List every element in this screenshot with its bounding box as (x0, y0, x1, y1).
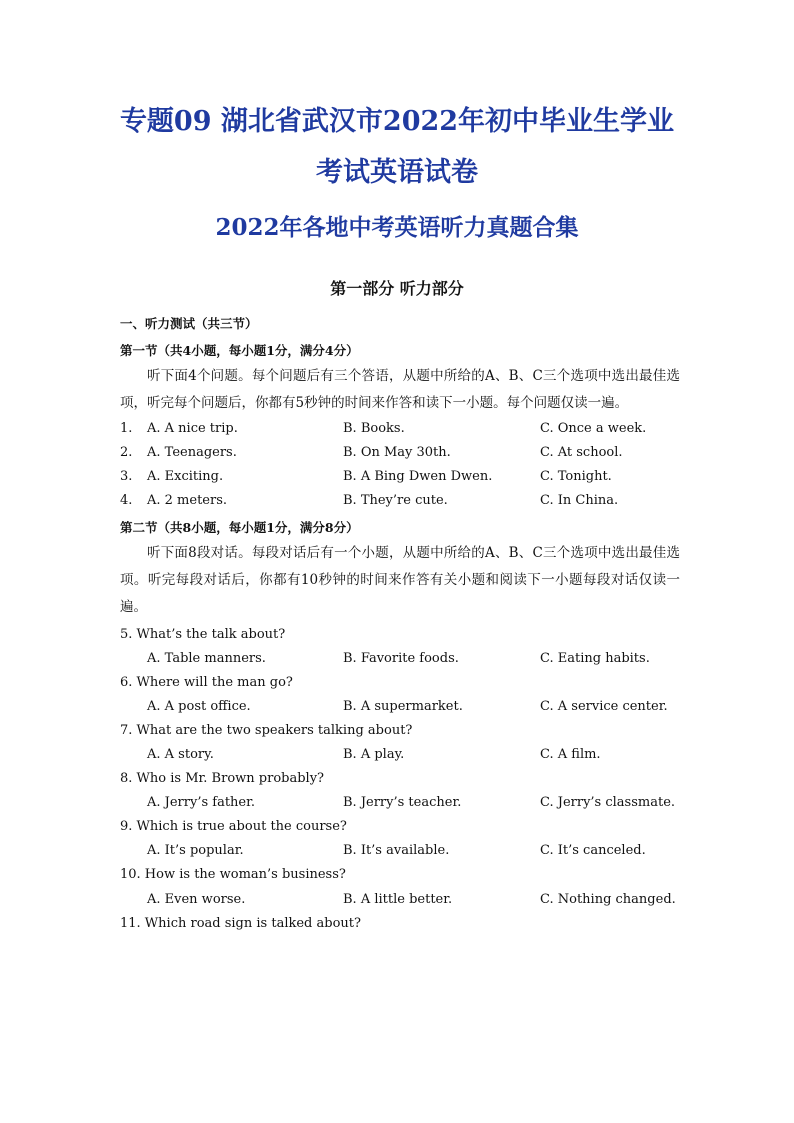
question-number: 3. (120, 469, 133, 484)
option-b: B. Favorite foods. (343, 651, 459, 666)
document-title-line2: 考试英语试卷 (316, 157, 478, 188)
option-c: C. At school. (540, 445, 623, 460)
section1-instructions: 听下面4个问题。每个问题后有三个答语，从题中所给的A、B、C三个选项中选出最佳选项，听完每个问题后，你都有5秒钟的时间来作答和读下一小题。每个问题仅读一遍。 (120, 368, 680, 411)
option-a: A. A story. (147, 747, 214, 762)
option-a: A. Exciting. (147, 469, 224, 484)
question-text: 9. Which is true about the course? (120, 819, 347, 834)
part-heading: 第一部分 听力部分 (330, 279, 464, 298)
option-c: C. Eating habits. (540, 651, 650, 666)
option-c: C. A service center. (540, 699, 668, 714)
option-a: A. Jerry’s father. (147, 795, 256, 810)
option-a: A. Table manners. (147, 651, 266, 666)
question-number: 4. (120, 493, 133, 508)
option-c: C. A film. (540, 747, 601, 762)
option-c: C. Tonight. (540, 469, 612, 484)
question-text: 11. Which road sign is talked about? (120, 916, 361, 931)
section2-instructions: 听下面8段对话。每段对话后有一个小题，从题中所给的A、B、C三个选项中选出最佳选项。听完每段对话后，你都有10秒钟的时间来作答有关小题和阅读下一小题每段对话仅读一遍。 (120, 545, 680, 615)
option-a: A. Even worse. (147, 892, 246, 907)
option-a: A. 2 meters. (147, 493, 228, 508)
option-c: C. Nothing changed. (540, 892, 676, 907)
option-a: A. A post office. (147, 699, 251, 714)
section2-heading: 第二节（共8小题，每小题1分，满分8分） (120, 520, 359, 535)
option-b: B. Books. (343, 421, 405, 436)
option-c: C. Once a week. (540, 421, 647, 436)
question-text: 5. What’s the talk about? (120, 627, 286, 642)
document-subtitle: 2022年各地中考英语听力真题合集 (215, 214, 579, 241)
option-b: B. A play. (343, 747, 405, 762)
question-text: 6. Where will the man go? (120, 675, 293, 690)
option-b: B. A supermarket. (343, 699, 463, 714)
option-a: A. A nice trip. (147, 421, 238, 436)
option-c: C. Jerry’s classmate. (540, 795, 676, 810)
option-b: B. A Bing Dwen Dwen. (343, 469, 493, 484)
section1-heading: 第一节（共4小题，每小题1分，满分4分） (120, 343, 359, 358)
document-title-line1: 专题09 湖北省武汉市2022年初中毕业生学业 (119, 106, 675, 137)
option-a: A. It’s popular. (147, 843, 244, 858)
question-text: 8. Who is Mr. Brown probably? (120, 771, 325, 786)
option-a: A. Teenagers. (147, 445, 237, 460)
option-c: C. It’s canceled. (540, 843, 646, 858)
option-b: B. It’s available. (343, 843, 450, 858)
option-b: B. They’re cute. (343, 493, 448, 508)
option-b: B. Jerry’s teacher. (343, 795, 462, 810)
option-c: C. In China. (540, 493, 619, 508)
question-number: 2. (120, 445, 133, 460)
option-b: B. A little better. (343, 892, 453, 907)
option-b: B. On May 30th. (343, 445, 451, 460)
question-text: 7. What are the two speakers talking about? (120, 723, 413, 738)
question-number: 1. (120, 421, 133, 436)
section-main-heading: 一、听力测试（共三节） (120, 316, 258, 331)
question-text: 10. How is the woman’s business? (120, 867, 346, 882)
